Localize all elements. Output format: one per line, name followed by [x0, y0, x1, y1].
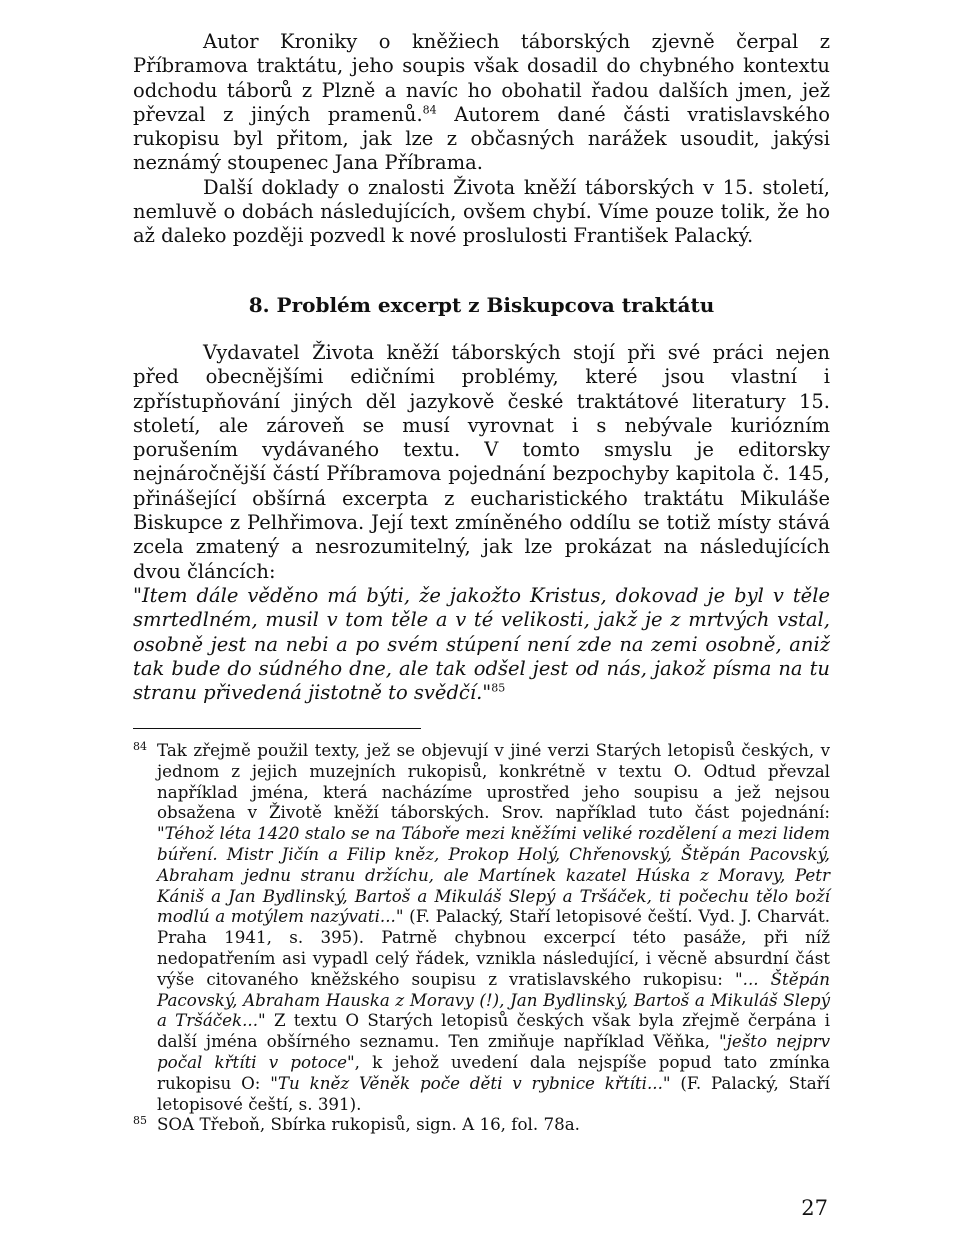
footnote-text: (F. Palacký, Staří letopisové čeští, s. 391).	[157, 1072, 830, 1114]
quote-text: "Item dále věděno má býti, že jakožto Kristus, dokovad je byl v těle smrtedlném, musil v tom těle a v té velikosti, jakž je z mrtvých vstal, osobně jest na nebi a po svém stúpení není zde na zemi osobně, aniž tak bude do súdného dne, ale tak odšel jest od nás, jakož písma na tu stranu přivedená jistotně to svědčí."	[133, 583, 830, 705]
paragraph: Vydavatel Života kněží táborských stojí při své práci nejen před obecnějšími edičními problémy, které jsou vlastní i zpřístupňování jiných děl jazykově české traktátové literatury 15. století, ale zároveň se musí vyrovnat i s nebývale kuriózním porušením vydávaného textu. V tomto smyslu je editorsky nejnáročnější částí Příbramova pojednání bezpochyby kapitola č. 145, přinášející obšírná excerpta z eucharistického traktátu Mikuláše Biskupce z Pelhřimova. Její text zmíněného oddílu se totiž místy stává zcela zmatený a nesrozumitelný, jak lze prokázat na následujících dvou článcích:	[133, 340, 830, 583]
footnote	[133, 1114, 830, 1135]
footnote-text: SOA Třeboň, Sbírka rukopisů, sign. A 16, fol. 78a.	[157, 1114, 580, 1135]
footnote-quote: "ješto nejprv počal křtíti v potoce"	[157, 1031, 831, 1072]
footnote-number: 85	[133, 1114, 147, 1128]
footnote-text: , k jehož uvedení dala nejspíše popud tato zmínka rukopisu O:	[157, 1051, 830, 1093]
footnote-quote: "Tu kněz Věněk poče děti v rybnice křtíti..."	[270, 1072, 671, 1093]
section-heading: 8. Problém excerpt z Biskupcova traktátu	[248, 292, 715, 317]
paragraph: Další doklady o znalosti Života kněží táborských v 15. století, nemluvě o dobách následujících, ovšem chybí. Víme pouze tolik, že ho až daleko později pozvedl k nové proslulosti František Palacký.	[133, 175, 830, 248]
paragraph-text: Autorem dané části vratislavského rukopisu byl přitom, jak lze z občasných narážek usoudit, jakýsi neznámý stoupenec Jana Příbrama.	[133, 102, 830, 175]
footnote-separator	[133, 728, 421, 729]
footnotes	[133, 740, 830, 1135]
footnote-text: Tak zřejmě použil texty, jež se objevují v jiné verzi Starých letopisů českých, v jednom z jejich muzejních rukopisů, konkrétně v textu O. Odtud převzal například jména, která nacházíme uprostřed jeho soupisu a jež nejsou obsažena v Životě kněží táborských. Srov. například tuto část pojednání:	[157, 740, 830, 823]
main-text	[133, 30, 830, 705]
footnote-text: (F. Palacký, Staří letopisové čeští. Vyd. J. Charvát. Praha 1941, s. 395). Patrně chybnou excerpcí této pasáže, při níž nedopatřením asi vypadl celý řádek, vznikla následující, i věcně absurdní část výše citovaného kněžského soupisu z vratislavského rukopisu:	[157, 906, 830, 989]
block-quote	[133, 584, 830, 705]
page-number: 27	[801, 1196, 828, 1220]
footnote	[133, 740, 830, 1114]
paragraph-text: Autor Kroniky o kněžiech táborských zjevně čerpal z Příbramova traktátu, jeho soupis však dosadil do chybného kontextu odchodu táborů z Plzně a navíc ho obohatil řadou dalších jmen, jež převzal z jiných pramenů.	[133, 30, 830, 126]
footnote-ref: 84	[422, 103, 437, 117]
footnote-number: 84	[133, 740, 147, 753]
footnote-ref: 85	[491, 681, 506, 695]
paragraph	[133, 30, 830, 176]
footnote-text: Z textu O Starých letopisů českých však byla zřejmě čerpána i další jména obšírného seznamu. Ten zmiňuje například Věňka,	[157, 1010, 831, 1052]
footnote-quote: "... Štěpán Pacovský, Abraham Hauska z Moravy (!), Jan Bydlinský, Bartoš a Mikuláš Slepý a Tršáček..."	[157, 968, 830, 1031]
footnote-quote: "Téhož léta 1420 stalo se na Táboře mezi kněžími veliké rozdělení a mezi lidem búření. Mistr Jičín a Filip kněz, Prokop Holý, Chřenovský, Štěpán Pacovský, Abraham jednu stranu držíchu, ale Martínek kazatel Húska z Moravy, Petr Kániš a Jan Bydlinský, Bartoš a Mikuláš Slepý a Tršáček, ti počechu tělo boží modlú a motýlem nazývati..."	[157, 823, 830, 927]
